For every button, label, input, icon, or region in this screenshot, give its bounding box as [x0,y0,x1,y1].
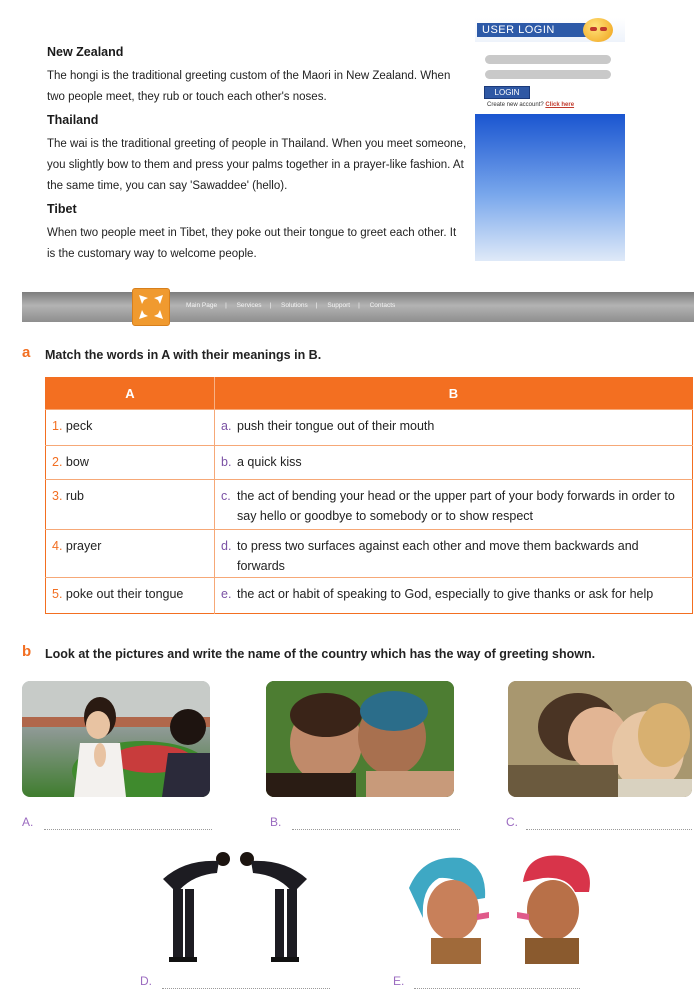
heading-new-zealand: New Zealand [47,45,124,59]
username-field[interactable] [485,55,611,64]
photo-hongi-greeting [266,681,454,797]
label-a: A. [22,815,34,829]
answer-line-a[interactable] [44,828,212,830]
word: rub [65,489,84,503]
user-login-box [475,18,625,261]
heading-tibet: Tibet [47,202,77,216]
badge-b: b [22,643,32,660]
word: prayer [65,539,102,553]
nav-item-contacts[interactable]: Contacts [369,302,396,309]
word: poke out their tongue [65,587,184,601]
label-e: E. [393,974,405,988]
password-field[interactable] [485,70,611,79]
login-panel [475,114,625,261]
text-tibet: When two people meet in Tibet, they poke out their tongue to greet each other. It is the customary way to welcome people. [47,227,457,260]
login-button[interactable]: LOGIN [484,86,530,99]
photo-tongue-greeting [403,848,593,966]
nav-banner [22,292,694,322]
table-row: 2. bow b. a quick kiss [46,446,693,480]
column-b-header: B [215,378,693,410]
meaning: to press two surfaces against each other and move them backwards and forwards [237,539,639,573]
create-account-text [487,102,574,108]
photo-bow-greeting [155,845,315,965]
text-thailand: The wai is the traditional greeting of people in Thailand. When you meet someone, you slightly bow to them and press your palms together in a prayer-like fashion. At the same time, you can say 'Sawaddee' (hello). [47,138,467,192]
table-row: 4. prayer d. to press two surfaces against each other and move them backwards and forwards [46,530,693,578]
label-d: D. [140,974,152,988]
meaning: a quick kiss [237,455,302,469]
heading-thailand: Thailand [47,113,99,127]
click-here-link[interactable]: Click here [545,102,575,108]
answer-line-e[interactable] [414,987,580,989]
nav-item-support[interactable]: Support [327,302,351,309]
meaning: the act of bending your head or the upper part of your body forwards in order to say hello or goodbye to somebody or to show respect [237,489,675,523]
login-title: USER LOGIN [477,23,590,37]
meaning: the act or habit of speaking to God, especially to give thanks or ask for help [237,587,654,601]
table-row: 1. peck a. push their tongue out of their mouth [46,410,693,446]
matching-table [45,377,693,614]
meaning: push their tongue out of their mouth [237,419,435,433]
answer-line-d[interactable] [162,987,330,989]
photo-wai-greeting [22,681,210,797]
column-a-header: A [46,378,215,410]
nav-item-services[interactable]: Services [236,302,262,309]
exercise-b-title: Look at the pictures and write the name of the country which has the way of greeting shown. [45,647,596,661]
answer-line-c[interactable] [526,828,692,830]
photo-peck-greeting [508,681,692,797]
answer-line-b[interactable] [292,828,460,830]
word: bow [65,455,89,469]
table-row: 3. rub c. the act of bending your head or the upper part of your body forwards in order to say hello or goodbye to somebody or to show respect [46,480,693,530]
exercise-a-title: Match the words in A with their meanings in B. [45,348,322,362]
nav-item-main-page[interactable]: Main Page [186,302,218,309]
smiley-icon [583,18,613,42]
table-row: 5. poke out their tongue e. the act or habit of speaking to God, especially to give thanks or ask for help [46,578,693,614]
label-b: B. [270,815,282,829]
nav-menu: Main Page | Services | Solutions | Support | Contacts [186,302,396,309]
badge-a: a [22,344,31,361]
create-account-label: Create new account? [487,102,544,108]
logo-icon [132,288,170,326]
label-c: C. [506,815,518,829]
text-new-zealand: The hongi is the traditional greeting custom of the Maori in New Zealand. When two people meet, they rub or touch each other's noses. [47,70,451,103]
nav-item-solutions[interactable]: Solutions [281,302,308,309]
word: peck [65,419,93,433]
